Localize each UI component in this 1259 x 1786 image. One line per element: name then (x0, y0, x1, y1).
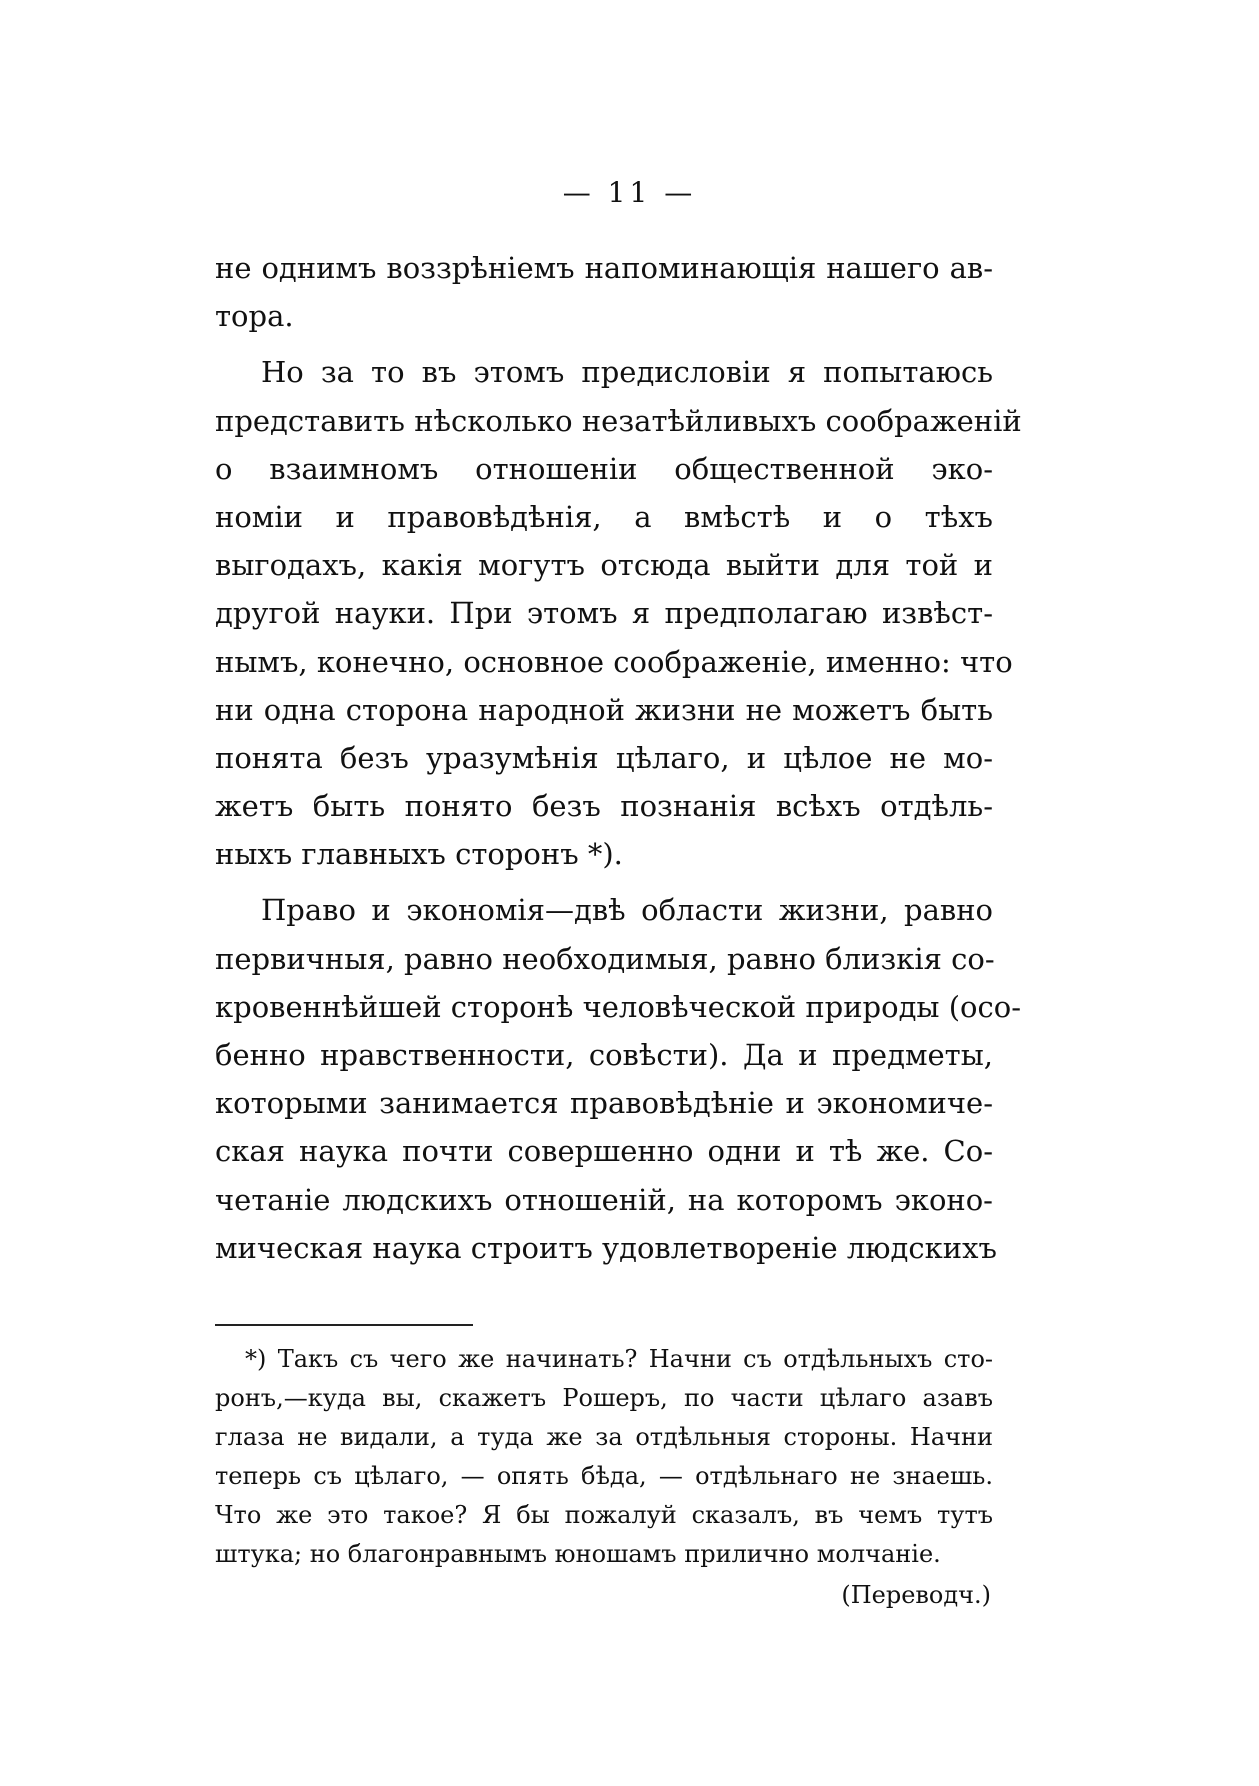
text-line: бенно нравственности, совѣсти). Да и предметы, (215, 1038, 993, 1072)
text-line: ская наука почти совершенно одни и тѣ же. Со- (215, 1134, 993, 1169)
text-line: тора. (215, 299, 294, 334)
text-line: представить нѣсколько незатѣйливыхъ соображеній (215, 403, 1022, 438)
text-line: понята безъ уразумѣнія цѣлаго, и цѣлое не мо- (215, 740, 993, 775)
text-line: мическая наука строитъ удовлетвореніе людскихъ (215, 1230, 997, 1265)
text-line: о взаимномъ отношеніи общественной эко- (215, 451, 993, 486)
text-line: кровеннѣйшей сторонѣ человѣческой природы (осо- (215, 989, 1021, 1024)
text-line: другой науки. При этомъ я предполагаю извѣст- (215, 596, 993, 631)
footnote-line: *) Такъ съ чего же начинать? Начни съ отдѣльныхъ сто- (245, 1345, 993, 1373)
text-line: которыми занимается правовѣдѣніе и экономиче- (215, 1086, 993, 1121)
footnote-line: глаза не видали, а туда же за отдѣльныя стороны. Начни (215, 1423, 993, 1451)
main-text (215, 244, 1022, 1272)
text-line: выгодахъ, какія могутъ отсюда выйти для той и (215, 548, 993, 583)
text-line: ни одна сторона народной жизни не можетъ быть (215, 692, 993, 727)
footnote (215, 1340, 993, 1615)
footnote-line: штука; но благонравнымъ юношамъ прилично молчаніе. (215, 1540, 941, 1568)
text-line: ныхъ главныхъ сторонъ *). (215, 837, 623, 872)
text-line: Право и экономія—двѣ области жизни, равно (261, 893, 993, 928)
footnote-line: Что же это такое? Я бы пожалуй сказалъ, въ чемъ тутъ (215, 1501, 993, 1529)
footnote-line: ронъ,—куда вы, скажетъ Рошеръ, по части цѣлаго азавъ (215, 1384, 993, 1412)
text-line: не однимъ воззрѣніемъ напоминающія нашего ав- (215, 251, 993, 285)
text-line: жетъ быть понято безъ познанія всѣхъ отдѣль- (215, 789, 993, 824)
text-line: первичныя, равно необходимыя, равно близкія со- (215, 941, 995, 976)
text-line: нымъ, конечно, основное соображеніе, именно: что (215, 644, 1013, 679)
page-number: — 11 — (562, 176, 697, 209)
footnote-signature: (Переводч.) (841, 1581, 991, 1609)
footnote-line: теперь съ цѣлаго, — опять бѣда, — отдѣльнаго не знаешь. (215, 1462, 993, 1490)
text-line: номіи и правовѣдѣнія, а вмѣстѣ и о тѣхъ (215, 499, 993, 534)
text-line: Но за то въ этомъ предисловіи я попытаюсь (261, 355, 993, 390)
text-line: четаніе людскихъ отношеній, на которомъ эконо- (215, 1182, 993, 1217)
footnote-divider (215, 1324, 473, 1326)
